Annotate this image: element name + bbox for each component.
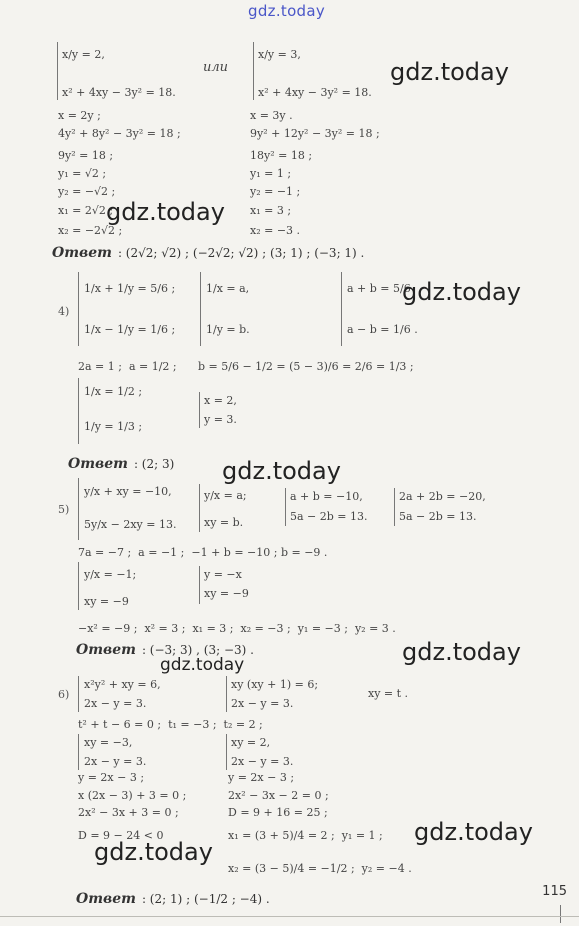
system-brace (78, 676, 79, 712)
system-brace (57, 42, 58, 100)
system-brace (200, 272, 201, 346)
equation-line: y/x = −1; (84, 568, 137, 581)
solution-line: D = 9 + 16 = 25 ; (228, 806, 328, 819)
answer-line (76, 891, 270, 907)
solution-line: 9y² = 18 ; (58, 149, 114, 162)
solution-line: y₂ = −1 ; (250, 185, 301, 198)
equation-line: y/x = a; (204, 489, 247, 502)
solution-line: 2a = 1 ; a = 1/2 ; (78, 360, 177, 373)
solution-line: y₁ = √2 ; (58, 167, 107, 180)
system-brace (78, 734, 79, 770)
or-word: или (203, 60, 229, 75)
equation-line: 2x − y = 3. (231, 755, 294, 768)
system-brace (199, 392, 200, 428)
equation-line: xy = −9 (84, 595, 129, 608)
system-brace (285, 488, 286, 526)
answer-line (52, 245, 364, 261)
answer-label: Ответ (76, 891, 136, 907)
bottom-rule (0, 916, 579, 917)
solution-line: y₁ = 1 ; (250, 167, 292, 180)
watermark: gdz.today (222, 457, 341, 485)
system-brace (199, 566, 200, 604)
watermark: gdz.today (402, 278, 521, 306)
equation-line: xy = b. (204, 516, 244, 529)
system-brace (226, 734, 227, 770)
equation-line: a − b = 1/6 . (347, 323, 418, 336)
watermark: gdz.today (390, 58, 509, 86)
solution-line: y = 2x − 3 ; (228, 771, 295, 784)
system-brace (78, 272, 79, 346)
answer-label: Ответ (52, 245, 112, 261)
solution-line: b = 5/6 − 1/2 = (5 − 3)/6 = 2/6 = 1/3 ; (198, 360, 414, 373)
equation-line: 2a + 2b = −20, (399, 490, 486, 503)
solution-line: x₂ = (3 − 5)/4 = −1/2 ; y₂ = −4 . (228, 862, 412, 875)
problem-number: 4) (58, 305, 70, 318)
solution-line: t² + t − 6 = 0 ; t₁ = −3 ; t₂ = 2 ; (78, 718, 263, 731)
solution-line: y = 2x − 3 ; (78, 771, 145, 784)
solution-line: x₁ = (3 + 5)/4 = 2 ; y₁ = 1 ; (228, 829, 383, 842)
solution-line: 2x² − 3x + 3 = 0 ; (78, 806, 179, 819)
watermark: gdz.today (414, 818, 533, 846)
answer-line (68, 456, 174, 472)
watermark: gdz.today (94, 838, 213, 866)
equation-line: 5y/x − 2xy = 13. (84, 518, 177, 531)
equation-line: 1/y = b. (206, 323, 250, 336)
equation-line: a + b = −10, (290, 490, 363, 503)
solution-line: 2x² − 3x − 2 = 0 ; (228, 789, 329, 802)
solution-line: −x² = −9 ; x² = 3 ; x₁ = 3 ; x₂ = −3 ; y₁ = −3 ; y₂ = 3 . (78, 622, 396, 635)
equation-line: x² + 4xy − 3y² = 18. (258, 86, 372, 99)
solution-line: 18y² = 18 ; (250, 149, 313, 162)
equation-line: 1/x − 1/y = 1/6 ; (84, 323, 176, 336)
equation-line: xy = 2, (231, 736, 271, 749)
solution-line: x₁ = 3 ; (250, 204, 292, 217)
solution-line: 9y² + 12y² − 3y² = 18 ; (250, 127, 380, 140)
system-brace (78, 562, 79, 610)
watermark: gdz.today (160, 655, 245, 675)
equation-line: 1/x = a, (206, 282, 250, 295)
problem-number: 5) (58, 503, 70, 516)
answer-text: : (2√2; √2) ; (−2√2; √2) ; (3; 1) ; (−3; 1) . (117, 246, 365, 260)
solution-line: 7a = −7 ; a = −1 ; −1 + b = −10 ; b = −9 . (78, 546, 328, 559)
system-brace (78, 378, 79, 444)
equation-line: 1/y = 1/3 ; (84, 420, 143, 433)
solution-line: 4y² + 8y² − 3y² = 18 ; (58, 127, 181, 140)
system-brace (226, 676, 227, 712)
system-brace (78, 478, 79, 540)
equation-line: 2x − y = 3. (231, 697, 294, 710)
problem-number: 6) (58, 688, 70, 701)
equation-line: 5a − 2b = 13. (399, 510, 477, 523)
equation-line: 1/x + 1/y = 5/6 ; (84, 282, 176, 295)
equation-line: 1/x = 1/2 ; (84, 385, 143, 398)
equation-line: x² + 4xy − 3y² = 18. (62, 86, 176, 99)
equation-line: x/y = 3, (258, 48, 301, 61)
margin-rule (560, 905, 561, 923)
answer-text: : (2; 1) ; (−1/2 ; −4) . (141, 892, 270, 906)
solution-line: y₂ = −√2 ; (58, 185, 116, 198)
equation-line: 2x − y = 3. (84, 697, 147, 710)
answer-text: : (2; 3) (133, 457, 175, 471)
equation-line: x = 2, (204, 394, 237, 407)
system-brace (253, 42, 254, 100)
equation-line: xy = −9 (204, 587, 249, 600)
equation-line: 5a − 2b = 13. (290, 510, 368, 523)
equation-line: a + b = 5/6 (347, 282, 411, 295)
equation-line: y/x + xy = −10, (84, 485, 172, 498)
solution-line: x₂ = −2√2 ; (58, 224, 123, 237)
equation-line: y = −x (204, 568, 242, 581)
system-brace (341, 272, 342, 346)
page-number: 115 (542, 884, 567, 899)
equation-line: 2x − y = 3. (84, 755, 147, 768)
watermark: gdz.today (402, 638, 521, 666)
solution-line: x (2x − 3) + 3 = 0 ; (78, 789, 187, 802)
answer-label: Ответ (76, 642, 136, 658)
equation-line: xy (xy + 1) = 6; (231, 678, 319, 691)
equation-line: xy = −3, (84, 736, 133, 749)
system-brace (199, 484, 200, 532)
solution-line: x₂ = −3 . (250, 224, 301, 237)
system-brace (394, 488, 395, 526)
substitution: xy = t . (368, 687, 409, 700)
solution-line: D = 9 − 24 < 0 (78, 829, 164, 842)
solution-line: x = 2y ; (58, 109, 101, 122)
answer-label: Ответ (68, 456, 128, 472)
equation-line: x/y = 2, (62, 48, 105, 61)
equation-line: x²y² + xy = 6, (84, 678, 161, 691)
watermark: gdz.today (106, 198, 225, 226)
solution-line: x = 3y . (250, 109, 293, 122)
top-watermark: gdz.today (248, 2, 326, 20)
answer-text: : (−3; 3) , (3; −3) . (141, 643, 254, 657)
equation-line: y = 3. (204, 413, 237, 426)
solution-line: x₁ = 2√2 ; (58, 204, 114, 217)
